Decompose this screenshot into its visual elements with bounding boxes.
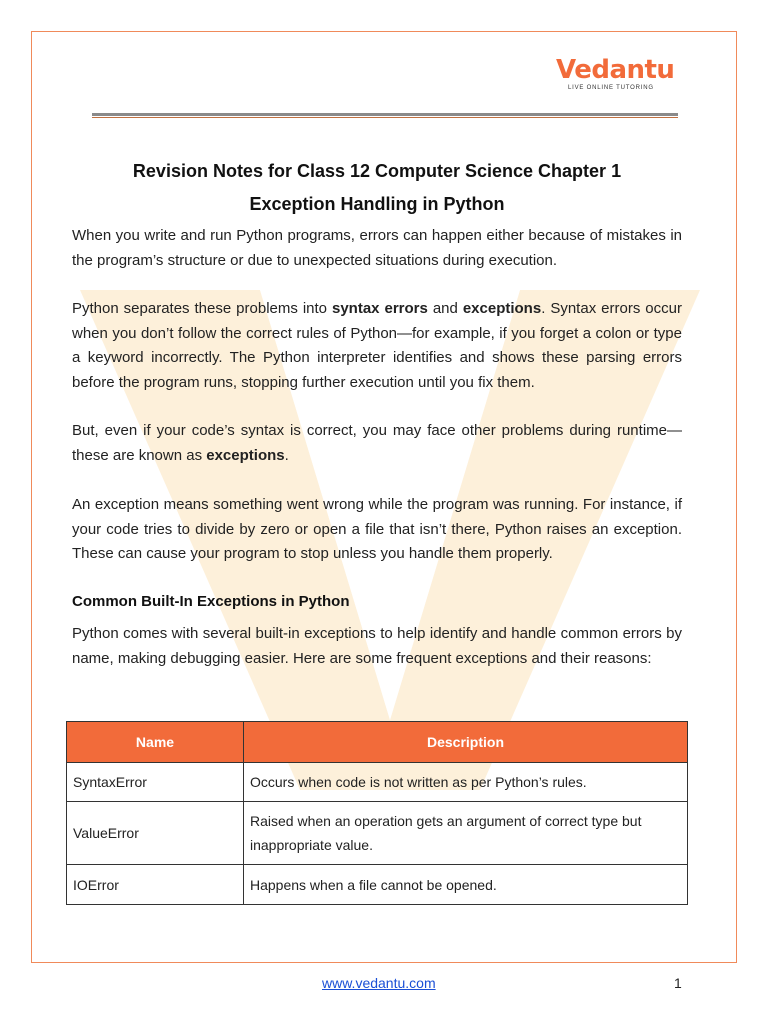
- table-header-row: [67, 722, 688, 763]
- table-row: [67, 865, 688, 905]
- paragraph-4: An exception means something went wrong while the program was running. For instance, if your code tries to divide by zero or open a file that isn’t there, Python raises an exception. These can cause your program to stop unless you handle them properly.: [72, 496, 682, 562]
- footer-website-link[interactable]: www.vedantu.com: [322, 975, 436, 991]
- title-line-1: Revision Notes for Class 12 Computer Science Chapter 1: [132, 161, 622, 181]
- vedantu-logo[interactable]: [556, 56, 676, 91]
- table-row: [67, 763, 688, 802]
- exception-description: Raised when an operation gets an argument of correct type but inappropriate value.: [244, 802, 688, 865]
- logo-tagline: LIVE ONLINE TUTORING: [568, 85, 654, 91]
- p2-text-a: Python separates these problems into: [72, 300, 332, 317]
- exception-description: Happens when a file cannot be opened.: [244, 865, 688, 905]
- logo-wordmark: Vedantu: [556, 55, 675, 85]
- section-intro: Python comes with several built-in exceptions to help identify and handle common errors by name, making debugging easier. Here are some frequent exceptions and their reasons:: [72, 625, 682, 667]
- page-number: 1: [674, 975, 682, 991]
- table-header-description: Description: [244, 722, 688, 763]
- p2-text-e: . Syntax errors occur when you don’t follow the correct rules of Python—for example, if you forget a colon or type a keyword incorrectly. The Python interpreter identifies and shows these parsing errors before the program runs, stopping further execution until you fix them.: [72, 300, 682, 391]
- section-heading: Common Built-In Exceptions in Python: [72, 593, 350, 610]
- p3-text-c: .: [284, 446, 289, 464]
- paragraph-2: [72, 297, 682, 395]
- header-rule-accent: [92, 117, 678, 118]
- table-row: [67, 802, 688, 865]
- p2-text-c: and: [427, 300, 463, 317]
- p2-term-exceptions: exceptions: [462, 300, 542, 317]
- exception-name: IOError: [67, 865, 244, 905]
- exception-name: SyntaxError: [67, 763, 244, 802]
- paragraph-1: When you write and run Python programs, errors can happen either because of mistakes in the program’s structure or due to unexpected situations during execution.: [72, 227, 682, 269]
- paragraph-3: [72, 419, 682, 468]
- header-rule: [92, 113, 678, 116]
- p2-term-syntax-errors: syntax errors: [332, 300, 428, 317]
- page-title: [72, 155, 682, 221]
- exceptions-table: [66, 721, 688, 905]
- exception-description: Occurs when code is not written as per Python’s rules.: [244, 763, 688, 802]
- exception-name: ValueError: [67, 802, 244, 865]
- table-header-name: Name: [67, 722, 244, 763]
- p3-text-a: But, even if your code’s syntax is correct, you may face other problems during runtime—these are known as: [72, 422, 682, 464]
- title-line-2: Exception Handling in Python: [249, 194, 505, 214]
- p3-term-exceptions: exceptions: [206, 446, 285, 464]
